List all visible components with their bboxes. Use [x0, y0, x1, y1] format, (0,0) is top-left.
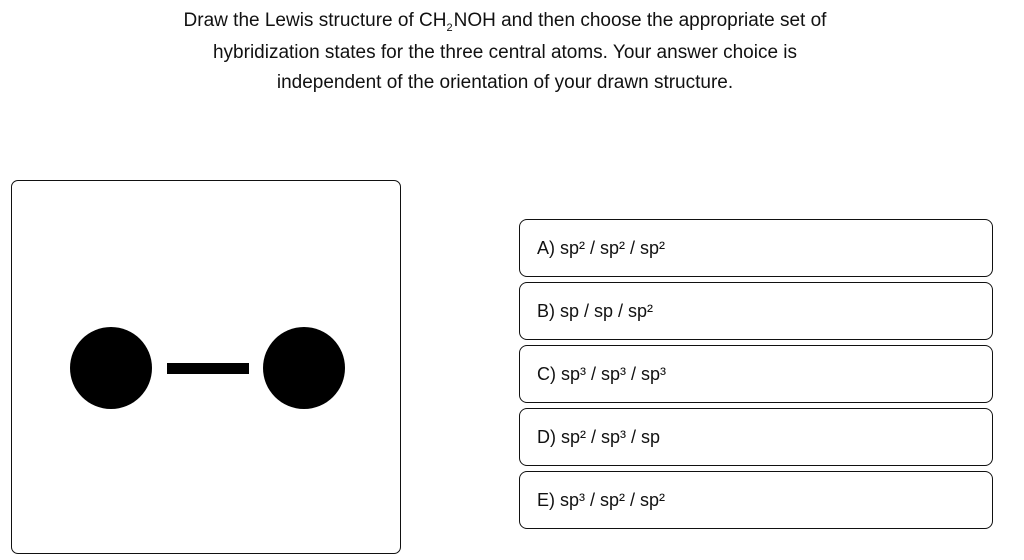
atom-node-right[interactable] [263, 327, 345, 409]
choice-a-label: A) sp² / sp² / sp² [537, 237, 666, 258]
choice-c-label: C) sp³ / sp³ / sp³ [537, 363, 667, 384]
answer-choices [519, 219, 993, 534]
question-line-1-end: NOH and then choose the appropriate set of [453, 10, 827, 31]
choice-a-button[interactable] [519, 219, 993, 277]
choice-e-button[interactable] [519, 471, 993, 529]
choice-e-label: E) sp³ / sp² / sp² [537, 489, 666, 510]
question-line-1-start: Draw the Lewis structure of CH [183, 10, 447, 31]
atom-node-left[interactable] [70, 327, 152, 409]
lewis-drawing-canvas[interactable] [11, 180, 401, 554]
choice-d-button[interactable] [519, 408, 993, 466]
choice-c-button[interactable] [519, 345, 993, 403]
choice-b-label: B) sp / sp / sp² [537, 300, 654, 321]
question-line-3: independent of the orientation of your drawn structure. [276, 72, 734, 93]
subscript-2: 2 [446, 22, 453, 34]
question-text [100, 6, 910, 98]
question-line-2: hybridization states for the three central atoms. Your answer choice is [212, 42, 798, 63]
single-bond[interactable] [167, 363, 249, 374]
question-line-1 [100, 6, 910, 38]
choice-d-label: D) sp² / sp³ / sp [537, 426, 661, 447]
choice-b-button[interactable] [519, 282, 993, 340]
